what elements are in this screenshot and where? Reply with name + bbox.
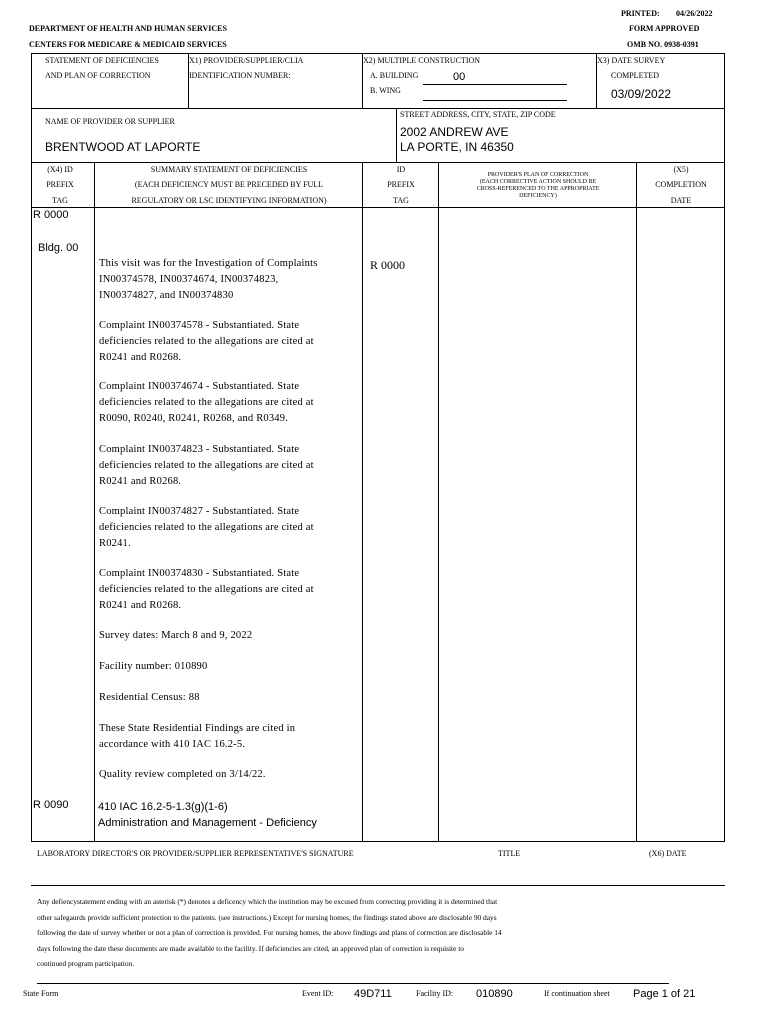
date-completed: 03/09/2022 bbox=[611, 87, 672, 101]
text-line: Survey dates: March 8 and 9, 2022 bbox=[99, 630, 253, 641]
paragraph-facility-number bbox=[99, 659, 359, 675]
text-line: Complaint IN00374827 - Substantiated. State bbox=[99, 506, 300, 517]
paragraph-state-findings bbox=[99, 721, 359, 753]
printed-label: PRINTED: bbox=[621, 9, 660, 18]
text-line: IN00374578, IN00374674, IN00374823, bbox=[99, 274, 279, 285]
text-line: R0090, R0240, R0241, R0268, and R0349. bbox=[99, 413, 289, 424]
signature-label: LABORATORY DIRECTOR'S OR PROVIDER/SUPPLIER REPRESENTATIVE'S SIGNATURE bbox=[37, 849, 354, 858]
text-line: Facility number: 010890 bbox=[99, 661, 208, 672]
poc-label-2: (EACH CORRECTIVE ACTION SHOULD BE bbox=[479, 179, 597, 185]
paragraph-complaint-830 bbox=[99, 566, 359, 614]
provider-name: BRENTWOOD AT LAPORTE bbox=[45, 140, 201, 154]
disclaimer bbox=[37, 894, 717, 972]
state-form-label: State Form bbox=[23, 989, 59, 998]
building-value: 00 bbox=[453, 71, 466, 83]
paragraph-complaint-823 bbox=[99, 442, 359, 490]
r0090-regulation: 410 IAC 16.2-5-1.3(g)(1-6) bbox=[98, 801, 228, 813]
provider-name-label: NAME OF PROVIDER OR SUPPLIER bbox=[45, 117, 175, 126]
paragraph-complaint-578 bbox=[99, 318, 359, 366]
r0090-title bbox=[98, 799, 317, 831]
text-line: deficiencies related to the allegations are cited at bbox=[99, 460, 314, 471]
x4-tag-label: TAG bbox=[52, 196, 68, 205]
poc-label-3: CROSS-REFERENCED TO THE APPROPRIATE bbox=[476, 186, 600, 192]
disclaimer-line: days following the date these documents are made available to the facility. If deficiencies are cited, an approved plan of correction is requisite to bbox=[37, 943, 464, 953]
x5-date-label: DATE bbox=[670, 196, 692, 205]
x4-id-label: (X4) ID bbox=[47, 165, 73, 174]
text-line: R0241 and R0268. bbox=[99, 476, 182, 487]
summary-label-2: (EACH DEFICIENCY MUST BE PRECEDED BY FULL bbox=[134, 180, 324, 189]
tag-r0000-left: R 0000 bbox=[33, 209, 69, 221]
text-line: R0241 and R0268. bbox=[99, 600, 182, 611]
page-number: Page 1 of 21 bbox=[633, 988, 696, 1000]
summary-label-1: SUMMARY STATEMENT OF DEFICIENCIES bbox=[150, 165, 308, 174]
statement-label-1: STATEMENT OF DEFICIENCIES bbox=[45, 56, 159, 65]
text-line: Complaint IN00374830 - Substantiated. State bbox=[99, 568, 300, 579]
text-line: deficiencies related to the allegations are cited at bbox=[99, 397, 314, 408]
facility-id: 010890 bbox=[476, 988, 513, 1000]
date-survey-label: X3) DATE SURVEY bbox=[597, 56, 666, 65]
paragraph-quality-review bbox=[99, 767, 359, 783]
street-address-label: STREET ADDRESS, CITY, STATE, ZIP CODE bbox=[400, 110, 556, 119]
form-approved: FORM APPROVED bbox=[629, 24, 700, 33]
building-tag: Bldg. 00 bbox=[38, 242, 79, 254]
facility-id-label: Facility ID: bbox=[416, 989, 454, 998]
text-line: IN00374827, and IN00374830 bbox=[99, 290, 234, 301]
paragraph-residential-census bbox=[99, 690, 359, 706]
event-id-label: Event ID: bbox=[302, 989, 334, 998]
omb-number: OMB NO. 0938-0391 bbox=[627, 40, 699, 49]
multiple-construction-label: X2) MULTIPLE CONSTRUCTION bbox=[363, 56, 481, 65]
paragraph-complaint-827 bbox=[99, 504, 359, 552]
disclaimer-line: other safegaurds provide sufficient protection to the patients. (see instructions.) Except for nursing homes, the findings stated above are disclosable 90 days bbox=[37, 912, 497, 922]
id-prefix-label: PREFIX bbox=[387, 180, 415, 189]
text-line: Quality review completed on 3/14/22. bbox=[99, 769, 266, 780]
disclaimer-line: Any defiencystatement ending with an asterisk (*) denotes a deficency which the institution may be excused from correcting providing it is determined that bbox=[37, 897, 498, 906]
statement-label-2: AND PLAN OF CORRECTION bbox=[45, 71, 151, 80]
department-name: DEPARTMENT OF HEALTH AND HUMAN SERVICES bbox=[29, 24, 227, 33]
x4-prefix-label: PREFIX bbox=[46, 180, 74, 189]
printed-date: 04/26/2022 bbox=[676, 9, 713, 18]
wing-label: B. WING bbox=[370, 86, 401, 95]
continuation-label: If continuation sheet bbox=[544, 989, 610, 998]
text-line: Complaint IN00374674 - Substantiated. State bbox=[99, 381, 300, 392]
text-line: deficiencies related to the allegations are cited at bbox=[99, 336, 314, 347]
text-line: R0241 and R0268. bbox=[99, 352, 182, 363]
text-line: accordance with 410 IAC 16.2-5. bbox=[99, 739, 246, 750]
tag-r0090: R 0090 bbox=[33, 799, 69, 811]
text-line: R0241. bbox=[99, 538, 131, 549]
building-label: A. BUILDING bbox=[370, 71, 419, 80]
text-line: These State Residential Findings are cited in bbox=[99, 723, 296, 734]
x5-completion-label: COMPLETION bbox=[655, 180, 707, 189]
event-id: 49D711 bbox=[354, 988, 392, 1000]
paragraph-visit bbox=[99, 256, 359, 304]
id-tag-label: TAG bbox=[393, 196, 409, 205]
paragraph-complaint-674 bbox=[99, 379, 359, 427]
completed-label: COMPLETED bbox=[611, 71, 659, 80]
r0090-description: Administration and Management - Deficiency bbox=[98, 817, 317, 829]
text-line: deficiencies related to the allegations are cited at bbox=[99, 584, 314, 595]
disclaimer-line: following the date of survey whether or not a plan of correction is provided. For nursing homes, the above findings and plans of correction are disclosable 14 bbox=[37, 928, 502, 937]
text-line: Complaint IN00374823 - Substantiated. State bbox=[99, 444, 300, 455]
title-label: TITLE bbox=[498, 849, 521, 858]
poc-label-1: PROVIDER'S PLAN OF CORRECTION bbox=[487, 172, 589, 178]
x6-date-label: (X6) DATE bbox=[649, 849, 687, 858]
cms-name: CENTERS FOR MEDICARE & MEDICAID SERVICES bbox=[29, 40, 227, 49]
text-line: Complaint IN00374578 - Substantiated. State bbox=[99, 320, 300, 331]
text-line: deficiencies related to the allegations are cited at bbox=[99, 522, 314, 533]
text-line: This visit was for the Investigation of Complaints bbox=[99, 258, 318, 269]
summary-label-3: REGULATORY OR LSC IDENTIFYING INFORMATION) bbox=[131, 196, 327, 205]
tag-r0000-right: R 0000 bbox=[370, 258, 406, 272]
clia-label-2: IDENTIFICATION NUMBER: bbox=[189, 71, 291, 80]
x5-label: (X5) bbox=[673, 165, 689, 174]
id-label: ID bbox=[396, 165, 406, 174]
poc-label-4: DEFICIENCY) bbox=[519, 193, 557, 199]
paragraph-survey-dates bbox=[99, 628, 359, 644]
disclaimer-line: continued program participation. bbox=[37, 959, 135, 968]
text-line: Residential Census: 88 bbox=[99, 692, 200, 703]
clia-label-1: X1) PROVIDER/SUPPLIER/CLIA bbox=[189, 56, 304, 65]
street-address: 2002 ANDREW AVE bbox=[400, 125, 509, 139]
city-state-zip: LA PORTE, IN 46350 bbox=[400, 140, 514, 154]
plan-of-correction-header bbox=[440, 172, 636, 200]
